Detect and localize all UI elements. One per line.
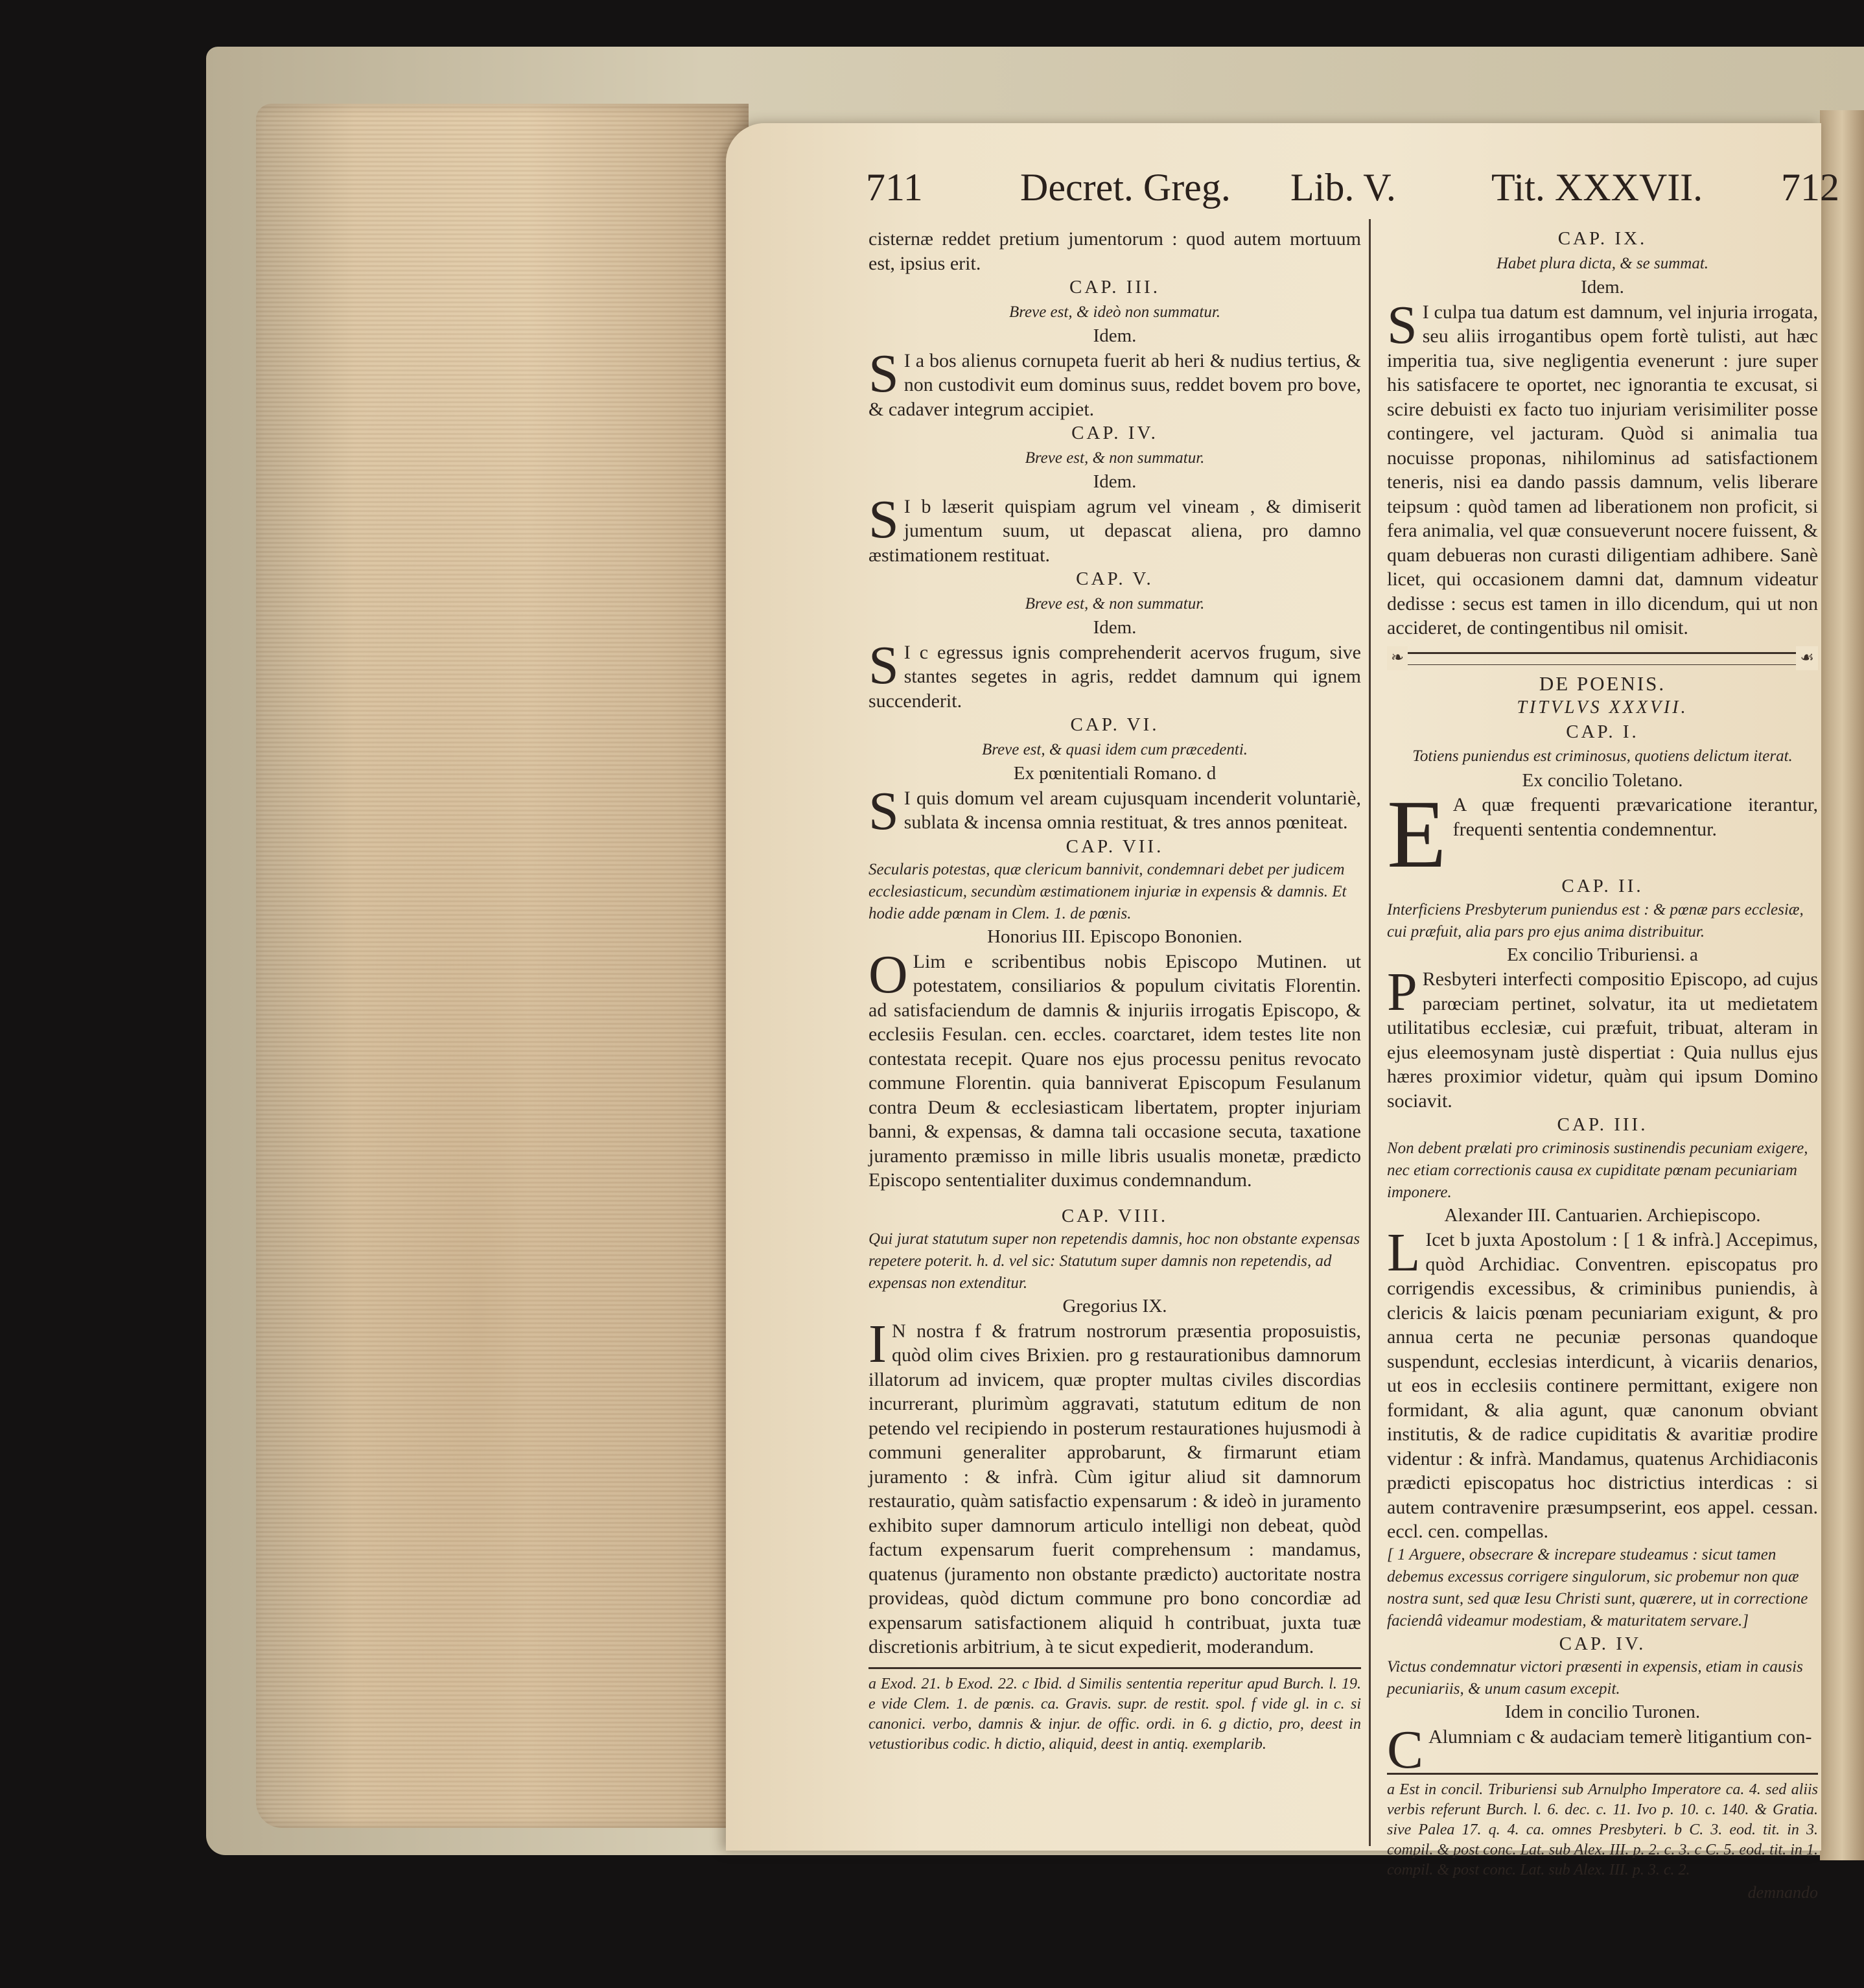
chapter-source: Idem in concilio Turonen. — [1504, 1701, 1701, 1722]
facing-page-edge — [1820, 110, 1864, 1860]
chapter-source: Gregorius IX. — [1062, 1296, 1167, 1316]
section-title: DE POENIS. — [1539, 672, 1666, 695]
catchword: demnando — [1747, 1882, 1818, 1902]
drop-cap: E — [1387, 780, 1447, 888]
chapter-source: Alexander III. Cantuarien. Archiepiscopo. — [1444, 1204, 1761, 1226]
chapter-source: Idem. — [1093, 325, 1137, 346]
chapter-text: I culpa tua datum est damnum, vel injuria irrogata, seu aliis irrogantibus opem fortè tulisti, aut hæc imperitia tua, sive negligentia evenerunt : jure super his satisfacere te oportet, nec ignorantia te excusat, si scire debuisti ex facto tuo injuriam verisimiliter posse contingere, vel jacturam. Quòd si animalia tua nocuisse proponas, nihilominus ad satisfactionem teneris, nisi ea dando passis damnum, velis liberare teipsum : quòd tamen ad liberationem non proficit, si fera animalia, vel quæ consueverunt nocere fuissent, & quam debueras non curasti diligentiam adhibere. Sanè licet, qui occasionem damni dat, damnum videatur dedisse : secus est tamen in illo dicendum, qui ut non accideret, de contingentibus nil omisit. — [1387, 301, 1818, 638]
page-number-left: 711 — [866, 166, 923, 209]
chapter-summary: Breve est, & non summatur. — [1025, 449, 1205, 467]
chapter-text: I a bos alienus cornupeta fuerit ab heri & nudius tertius, & non custodivit eum dominus suus, reddet bovem pro bove, & cadaver integrum accipiet. — [868, 349, 1361, 420]
chapter-text: Alumniam c & audaciam temerè litigantium con- — [1428, 1725, 1812, 1748]
chapter-heading: CAP. I. — [1566, 721, 1639, 742]
chapter-heading: CAP. VI. — [1070, 714, 1159, 735]
right-column — [1387, 227, 1818, 1904]
chapter-heading: CAP. VIII. — [1061, 1205, 1169, 1226]
chapter-source: Idem. — [1093, 471, 1137, 492]
chapter-summary: Interficiens Presbyterum puniendus est : & pœnæ pars ecclesiæ, cui præfuit, alia pars pro ejus anima distribuitur. — [1387, 900, 1804, 941]
ornament-left-icon: ❧ — [1387, 646, 1408, 671]
chapter-summary: Non debent prælati pro criminosis sustinendis pecuniam exigere, nec etiam correctionis causa ex cupiditate pœnam pecuniariam imponere. — [1387, 1139, 1808, 1201]
running-title: Decret. Greg. — [1020, 166, 1231, 209]
chapter-source: Ex concilio Triburiensi. a — [1507, 944, 1698, 965]
chapter-heading: CAP. VII. — [1066, 836, 1164, 857]
drop-cap: O — [868, 944, 908, 1005]
footnote-rule — [868, 1667, 1361, 1669]
book-number: Lib. V. — [1290, 166, 1396, 209]
chapter-summary: Totiens puniendus est criminosus, quotiens delictum iterat. — [1412, 747, 1793, 765]
chapter-summary: Victus condemnatur victori præsenti in expensis, etiam in causis pecuniariis, & unum casum excepit. — [1387, 1658, 1803, 1698]
chapter-summary: Qui jurat statutum super non repetendis damnis, hoc non obstante expensas repetere poterit. h. d. vel sic: Statutum super damnis non repetendis, ad expensas non extenditur. — [868, 1230, 1360, 1292]
chapter-heading: CAP. III. — [1069, 277, 1160, 298]
poenis-chapter-2 — [1387, 874, 1818, 1113]
chapter-text: I b læserit quispiam agrum vel vineam , & dimiserit jumentum suum, ut depascat aliena, pro damno æstimationem restituat. — [868, 495, 1361, 566]
running-header — [866, 165, 1839, 217]
chapter-text: A quæ frequenti prævaricatione iterantur, frequenti sententia condemnentur. — [1452, 794, 1818, 840]
chapter-heading: CAP. V. — [1076, 568, 1154, 589]
left-column — [868, 227, 1361, 1755]
footnotes-right: a Est in concil. Triburiensi sub Arnulpho Imperatore ca. 4. sed aliis verbis referunt Burch. l. 6. dec. c. 11. Ivo p. 10. c. 140. & Gratia. sive Palea 17. q. 4. ca. omnes Presbyteri. b C. 3. eod. tit. in 3. compil. & post conc. Lat. sub Alex. III. p. 2. c. 3. c C. 5. eod. tit. in 1. compil. & post conc. Lat. sub Alex. III. p. 3. c. 2. — [1387, 1781, 1818, 1878]
column-divider — [1369, 219, 1371, 1846]
footnote-rule — [1387, 1773, 1818, 1775]
poenis-chapter-3 — [1387, 1113, 1818, 1632]
chapter-summary: Breve est, & quasi idem cum præcedenti. — [981, 740, 1248, 758]
chapter-text: I c egressus ignis comprehenderit acervos frugum, sive stantes segetes in agris, reddet damnum qui ignem succenderit. — [868, 641, 1361, 712]
chapter-source: Ex concilio Toletano. — [1522, 769, 1683, 791]
chapter-summary: Habet plura dicta, & se summat. — [1496, 254, 1709, 272]
chapter-9 — [1387, 227, 1818, 640]
chapter-heading: CAP. III. — [1557, 1114, 1648, 1135]
drop-cap: C — [1387, 1719, 1424, 1780]
chapter-text: Lim e scribentibus nobis Episcopo Mutinen. ut potestatem, consiliarios & populum civitatis Florentin. ad satisfaciendum de damnis & injuriis irrogatis Episcopo, & ecclesiis Fesulan. cen. eccles. coarctaret, idem testes lite non contestata recepit. Quare nos ejus processu penitus revocato commune Florentin. quia banniverat Episcopum Fesulanum contra Deum & ecclesiasticam libertatem, propter injuriam banni, & expensas, & damna tali occasione secuta, taxatione juramento præmisso in mille libris usualis monetæ, prædicto Episcopo sententialiter duximus condemnandum. — [868, 950, 1361, 1191]
chapter-heading: CAP. IV. — [1071, 423, 1158, 443]
chapter-heading: CAP. IV. — [1559, 1633, 1646, 1654]
chapter-3 — [868, 275, 1361, 421]
page-number-right: 712 — [1781, 166, 1839, 209]
chapter-source: Ex pœnitentiali Romano. d — [1013, 763, 1217, 784]
chapter-heading: CAP. II. — [1561, 876, 1644, 896]
chapter-7 — [868, 835, 1361, 1193]
chapter-heading: CAP. IX. — [1557, 228, 1648, 249]
chapter-text: I quis domum vel aream cujusquam incenderit voluntariè, sublata & incensa omnia restituat, & tres annos pœniteat. — [903, 787, 1361, 833]
ornamental-rule — [1387, 649, 1818, 666]
page-edges-shadow — [256, 104, 749, 1828]
chapter-source: Idem. — [1581, 277, 1624, 298]
drop-cap: I — [868, 1313, 887, 1374]
drop-cap: S — [868, 780, 899, 841]
chapter-5 — [868, 567, 1361, 713]
titulus-heading: TITVLVS XXXVII. — [1517, 697, 1688, 718]
drop-cap: S — [868, 489, 899, 550]
chapter-summary: Breve est, & non summatur. — [1025, 594, 1205, 613]
drop-cap: S — [868, 343, 899, 404]
footnotes-left: a Exod. 21. b Exod. 22. c Ibid. d Similis sententia reperitur apud Burch. l. 19. e vide Clem. 1. de pœnis. ca. Gravis. supr. de restit. spol. f vide gl. in c. si canonici. verbo, damnis & injur. de offic. ordi. in 6. g dictio, pro, deest in vetustioribus codic. h dictio, aliquid, deest in antiq. exemplarib. — [868, 1675, 1361, 1753]
chapter-summary: Secularis potestas, quæ clericum bannivit, condemnari debet per judicem ecclesiasticum, secundùm æstimationem injuriæ in expensis & damnis. Et hodie adde pœnam in Clem. 1. de pœnis. — [868, 861, 1347, 922]
chapter-source: Idem. — [1093, 617, 1137, 638]
chapter-source: Honorius III. Episcopo Bononien. — [987, 926, 1242, 947]
ornament-right-icon: ☙ — [1796, 646, 1818, 671]
intro-text: cisternæ reddet pretium jumentorum : quod autem mortuum est, ipsius erit. — [868, 228, 1361, 274]
chapter-text: Icet b juxta Apostolum : [ 1 & infrà.] Accepimus, quòd Archidiac. Conventren. episcopatus pro corrigendis excessibus, & criminibus puniendis, à clericis & laicis pœnam pecuniariam exigunt, & pro annua certa ne pecuniæ personas quandoque suspendunt, ecclesias interdicunt, à vicariis denarios, ut eos in ecclesiis continere permittant, exigere non formidant, & alia agunt, quæ canonum obviant institutis, & de radice cupiditatis & avaritiæ prodire videntur : & infrà. Mandamus, quatenus Archidiaconis prædicti episcopatus hoc districtius interdicas : si autem contravenire præsumpserint, eos appel. cessan. eccl. cen. compellas. — [1387, 1229, 1818, 1542]
drop-cap: P — [1387, 962, 1417, 1022]
chapter-gloss: [ 1 Arguere, obsecrare & increpare studeamus : sicut tamen debemus excessus corrigere singulorum, sic probemur non quæ nostra sunt, sed quæ Iesu Christi sunt, quærere, ut in correctione faciendâ videamur modestiam, & maturitatem servare.] — [1387, 1545, 1808, 1630]
drop-cap: L — [1387, 1222, 1421, 1283]
chapter-text: Resbyteri interfecti compositio Episcopo, ad cujus parœciam pertinet, solvatur, ita ut medietatem utilitatibus ecclesiæ, cui præfuit, tribuat, alteram in ejus eleemosynam justè dispertiat : Quia nullus ejus hæres proximior videtur, quàm qui ipsum Domino sociavit. — [1387, 968, 1818, 1112]
drop-cap: S — [1387, 294, 1417, 355]
chapter-8 — [868, 1204, 1361, 1659]
chapter-4 — [868, 421, 1361, 567]
chapter-summary: Breve est, & ideò non summatur. — [1008, 303, 1221, 321]
poenis-chapter-4 — [1387, 1632, 1818, 1780]
titulus-number: Tit. XXXVII. — [1491, 166, 1703, 209]
drop-cap: S — [868, 635, 899, 696]
chapter-text: N nostra f & fratrum nostrorum præsentia proposuistis, quòd olim cives Brixien. pro g restaurationibus damnorum illatorum ad invicem, quæ propter multas civiles discordias incurrerant, plurimùm aggravati, statutum editum de non petendo vel recipiendo in posterum restaurationes hujusmodi à communi generaliter approbarunt, & firmarunt etiam juramento : & infrà. Cùm igitur aliud sit damnorum restauratio, quàm satisfactio expensarum : & ideò in juramento exhibito super damnorum articulo intelligi non debeat, quòd factum expensarum fuerit comprehensum : mandamus, quatenus (juramento non obstante prædicto) auctoritate nostra provideas, quòd dictum commune pro bono concordiæ ad expensarum satisfactionem aliquid h contribuat, juxta tuæ discretionis arbitrium, à te sicut expedierit, moderandum. — [868, 1320, 1361, 1657]
chapter-6 — [868, 713, 1361, 841]
